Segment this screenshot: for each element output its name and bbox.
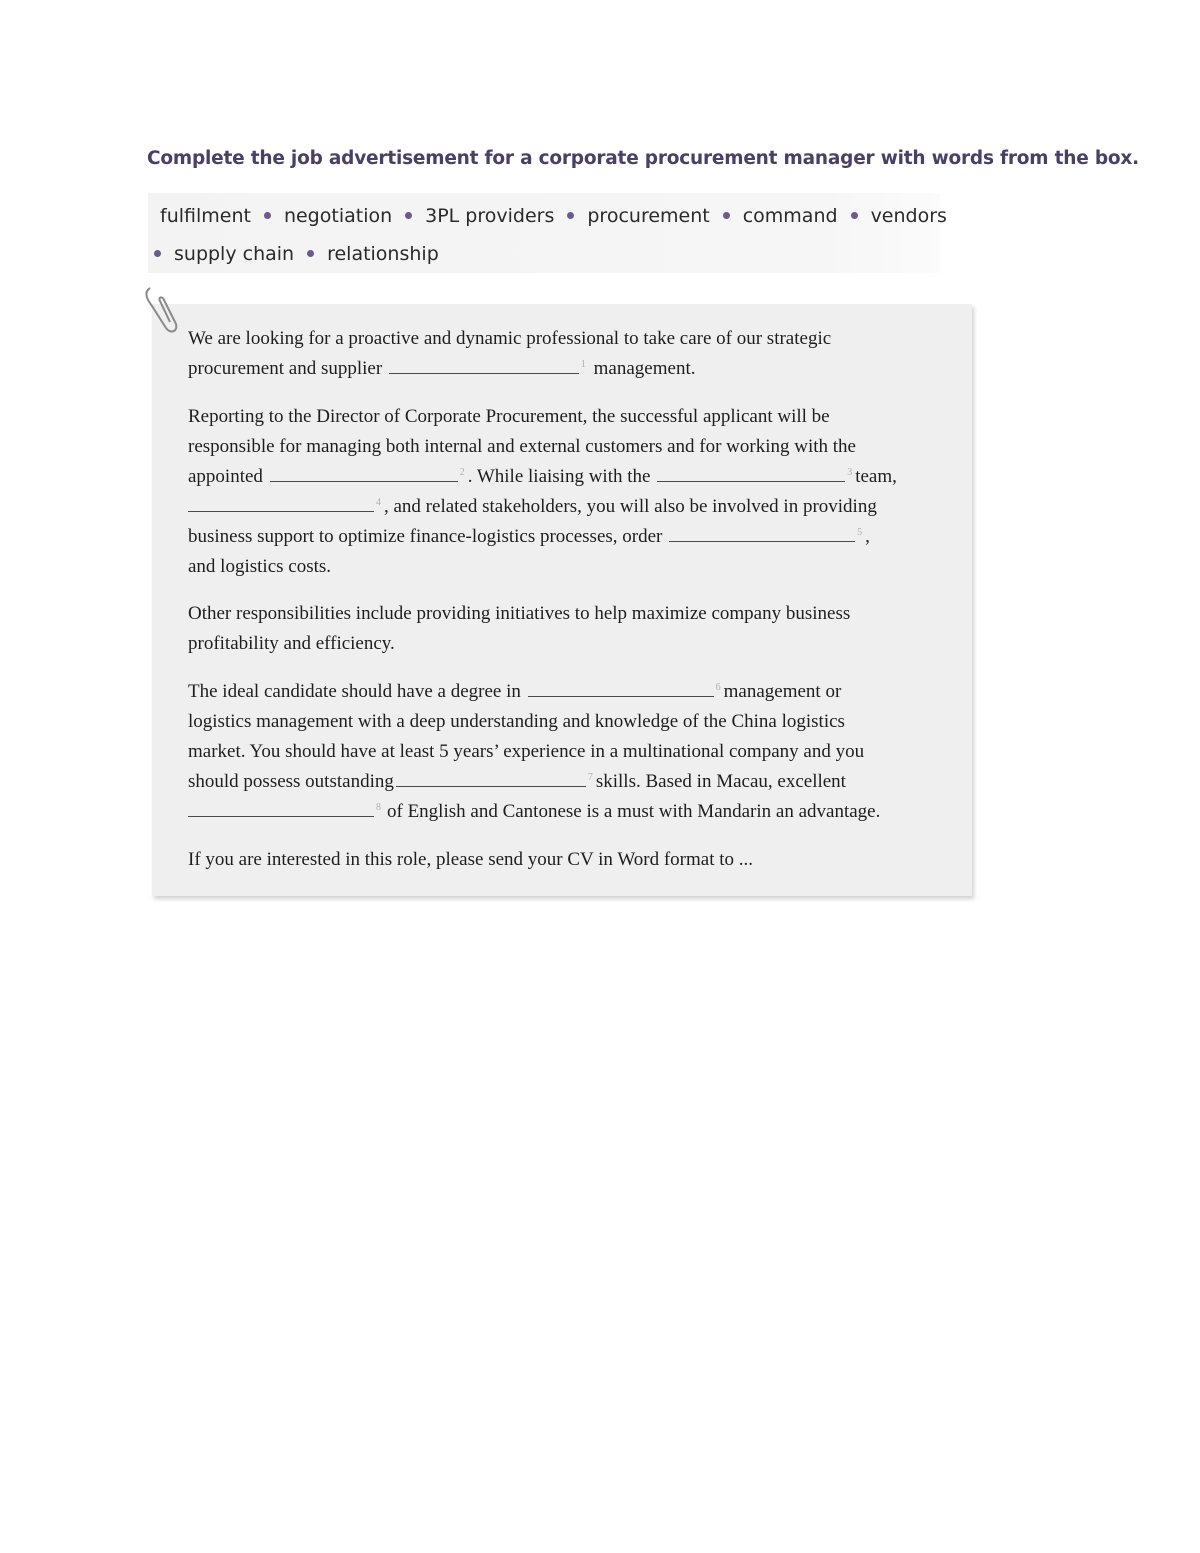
- answer-blank-2[interactable]: [270, 463, 458, 482]
- text-line: logistics management with a deep understanding and knowledge of the China logistics: [188, 711, 845, 732]
- exercise-instruction: Complete the job advertisement for a corporate procurement manager with words from the box.: [147, 148, 1139, 169]
- word-box: [148, 193, 947, 273]
- answer-blank-4[interactable]: [188, 493, 374, 512]
- bullet-icon: [723, 212, 730, 219]
- answer-blank-6[interactable]: [528, 678, 714, 697]
- text-line: and logistics costs.: [188, 556, 332, 577]
- word-box-line-1: [160, 205, 947, 227]
- text-line: $^4$ , and related stakeholders, you will also be involved in providing: [188, 492, 948, 522]
- bullet-icon: [264, 212, 271, 219]
- text-line: should possess outstanding $^7$ skills. Based in Macau, excellent: [188, 767, 948, 797]
- text-line: Other responsibilities include providing initiatives to help maximize company business: [188, 603, 851, 624]
- answer-blank-5[interactable]: [669, 523, 855, 542]
- answer-blank-7[interactable]: [396, 768, 586, 787]
- word-item: negotiation: [283, 205, 393, 227]
- word-item: fulfilment: [160, 205, 251, 227]
- word-item: supply chain: [174, 243, 295, 265]
- text-line: The ideal candidate should have a degree in $^6$ management or: [188, 677, 948, 707]
- advert-paragraph-1: [188, 324, 948, 384]
- advert-paragraph-4: [188, 677, 948, 827]
- text-line: $^8$ of English and Cantonese is a must with Mandarin an advantage.: [188, 797, 948, 827]
- text-line: profitability and efficiency.: [188, 633, 395, 654]
- bullet-icon: [405, 212, 412, 219]
- text-line: appointed $^2$ . While liaising with the $^3$ team,: [188, 462, 948, 492]
- bullet-icon: [851, 212, 858, 219]
- word-item: command: [742, 205, 838, 227]
- advert-paragraph-3: [188, 599, 948, 659]
- text-line: responsible for managing both internal and external customers and for working with the: [188, 436, 856, 457]
- text-line: Reporting to the Director of Corporate Procurement, the successful applicant will be: [188, 406, 830, 427]
- text-line: If you are interested in this role, please send your CV in Word format to ...: [188, 849, 753, 870]
- text-line: We are looking for a proactive and dynamic professional to take care of our strategic: [188, 328, 832, 349]
- answer-blank-8[interactable]: [188, 798, 374, 817]
- text-line: market. You should have at least 5 years’ experience in a multinational company and you: [188, 741, 865, 762]
- bullet-icon: [567, 212, 574, 219]
- word-item: vendors: [870, 205, 947, 227]
- word-item: procurement: [587, 205, 710, 227]
- paperclip-icon: [140, 284, 184, 340]
- word-item: 3PL providers: [425, 205, 555, 227]
- word-box-line-2: [154, 243, 439, 265]
- bullet-icon: [154, 250, 161, 257]
- answer-blank-3[interactable]: [657, 463, 845, 482]
- bullet-icon: [307, 250, 314, 257]
- text-line: business support to optimize finance-logistics processes, order $^5$ ,: [188, 522, 948, 552]
- text-line: procurement and supplier $^1$ management.: [188, 354, 948, 384]
- answer-blank-1[interactable]: [389, 355, 579, 374]
- advert-paragraph-5: [188, 845, 948, 875]
- advert-paragraph-2: [188, 402, 948, 582]
- word-item: relationship: [327, 243, 439, 265]
